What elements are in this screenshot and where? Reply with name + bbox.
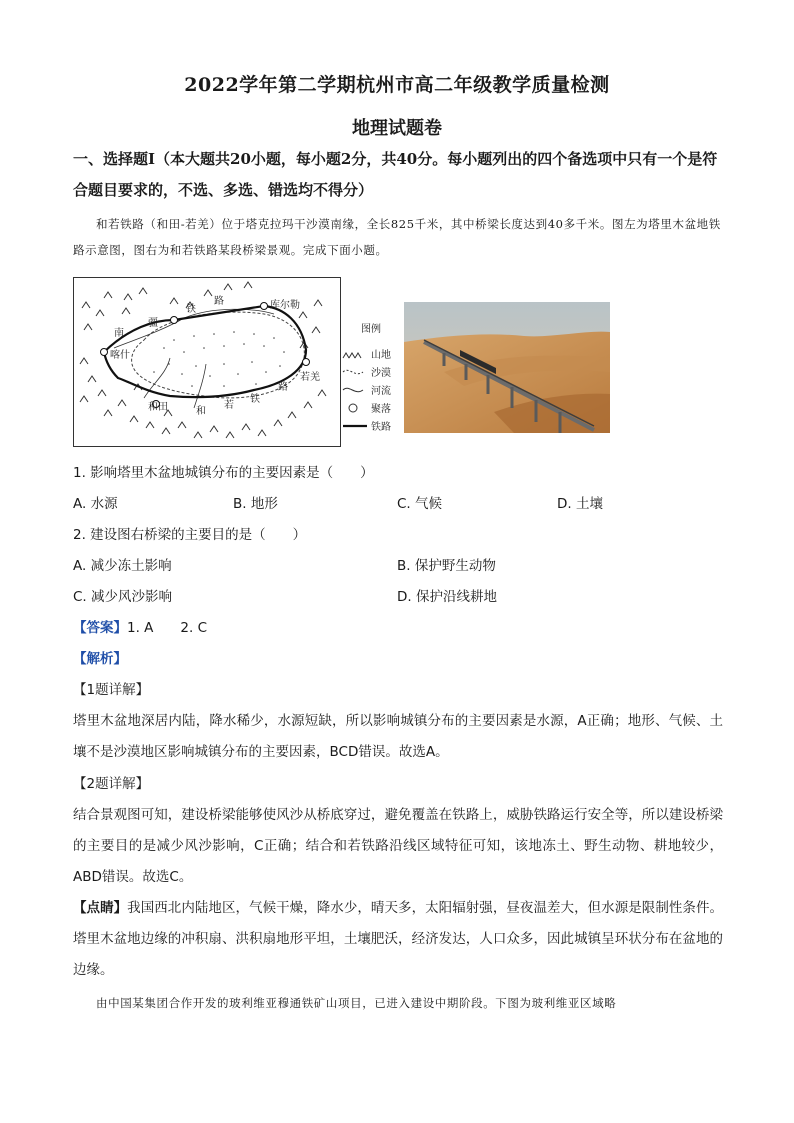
- answer-value: 1. A 2. C: [127, 620, 208, 636]
- label-lu-north: 路: [214, 296, 224, 307]
- q2-option-d: D. 保护沿线耕地: [397, 589, 497, 605]
- legend-railway: 铁路: [371, 422, 391, 433]
- detail-2-text: 结合景观图可知，建设桥梁能够使风沙从桥底穿过，避免覆盖在铁路上，威胁铁路运行安全等，所以建设桥梁的主要目的是减少风沙影响，C正确；结合和若铁路沿线区域特征可知，该地冻土、野生动物、耕地较少，ABD错误。故选C。: [73, 807, 723, 885]
- label-tie-north: 铁: [186, 304, 196, 315]
- q2-stem: 2. 建设图右桥梁的主要目的是（ ）: [73, 527, 307, 543]
- label-kashi: 喀什: [110, 350, 130, 361]
- q1-option-b: B. 地形: [233, 496, 278, 512]
- label-jiang: 疆: [148, 318, 158, 329]
- section-heading: 一、选择题Ⅰ（本大题共20小题，每小题2分，共40分。每小题列出的四个备选项中只有一个是符合题目要求的，不选、多选、错选均不得分）: [73, 150, 718, 199]
- desert-icon: [343, 370, 363, 373]
- q1-option-d: D. 土壤: [557, 496, 603, 512]
- tarim-basin-map: [73, 277, 341, 447]
- q1-stem: 1. 影响塔里木盆地城镇分布的主要因素是（ ）: [73, 465, 374, 481]
- q2-option-a: A. 减少冻土影响: [73, 558, 172, 574]
- label-tie-south: 铁: [250, 394, 260, 405]
- legend-mountain: 山地: [371, 350, 391, 361]
- detail-2-tag: 【2题详解】: [73, 776, 150, 792]
- answer-line: [73, 618, 207, 638]
- legend-figure: [341, 320, 401, 440]
- desert-dots: [153, 331, 285, 387]
- legend-river: 河流: [371, 386, 391, 397]
- legend-settlement: 聚落: [371, 404, 391, 415]
- exam-title: 2022学年第二学期杭州市高二年级教学质量检测: [184, 74, 610, 96]
- map-legend: [341, 320, 401, 440]
- q1-option-c: C. 气候: [397, 496, 443, 512]
- settlement-icon: [349, 404, 357, 412]
- label-ruo: 若: [224, 400, 234, 411]
- bridge-photo: [404, 302, 610, 433]
- legend-title: 图例: [361, 324, 381, 335]
- label-he: 和: [196, 406, 206, 417]
- map-figure: [74, 278, 340, 446]
- legend-desert: 沙漠: [371, 368, 391, 379]
- analysis-line: [73, 649, 127, 669]
- mountain-icon: [343, 353, 361, 358]
- question-intro: 和若铁路（和田-若羌）位于塔克拉玛干沙漠南缘，全长825千米，其中桥梁长度达到40多千米。图左为塔里木盆地铁路示意图，图右为和若铁路某段桥梁景观。完成下面小题。: [73, 217, 721, 257]
- label-kuerle: 库尔勒: [270, 300, 300, 311]
- label-ruoqiang: 若羌: [300, 372, 320, 383]
- detail-1-text: 塔里木盆地深居内陆，降水稀少，水源短缺，所以影响城镇分布的主要因素是水源，A正确；地形、气候、土壤不是沙漠地区影响城镇分布的主要因素，BCD错误。故选A。: [73, 713, 723, 760]
- analysis-tag: 【解析】: [73, 651, 127, 667]
- bridge-photo-image: [404, 302, 610, 433]
- q2-option-b: B. 保护野生动物: [397, 558, 496, 574]
- label-hetian: 和田: [148, 402, 168, 413]
- next-question-intro: 由中国某集团合作开发的玻利维亚穆通铁矿山项目，已进入建设中期阶段。下图为玻利维亚区域略: [96, 996, 617, 1010]
- label-lu-south: 路: [278, 382, 288, 393]
- q2-option-c: C. 减少风沙影响: [73, 589, 173, 605]
- tip-paragraph: [73, 893, 723, 986]
- railway-line: [104, 306, 306, 397]
- tip-tag: 【点睛】: [73, 900, 128, 916]
- answer-tag: 【答案】: [73, 620, 127, 636]
- river-icon: [343, 388, 363, 391]
- tip-text: 我国西北内陆地区，气候干燥，降水少，晴天多，太阳辐射强，昼夜温差大，但水源是限制性条件。塔里木盆地边缘的冲积扇、洪积扇地形平坦，土壤肥沃，经济发达，人口众多，因此城镇呈环状分布在盆地的边缘。: [73, 900, 724, 978]
- detail-1-tag: 【1题详解】: [73, 682, 150, 698]
- q1-option-a: A. 水源: [73, 496, 118, 512]
- exam-subtitle: 地理试题卷: [352, 118, 442, 139]
- label-nan: 南: [114, 328, 124, 339]
